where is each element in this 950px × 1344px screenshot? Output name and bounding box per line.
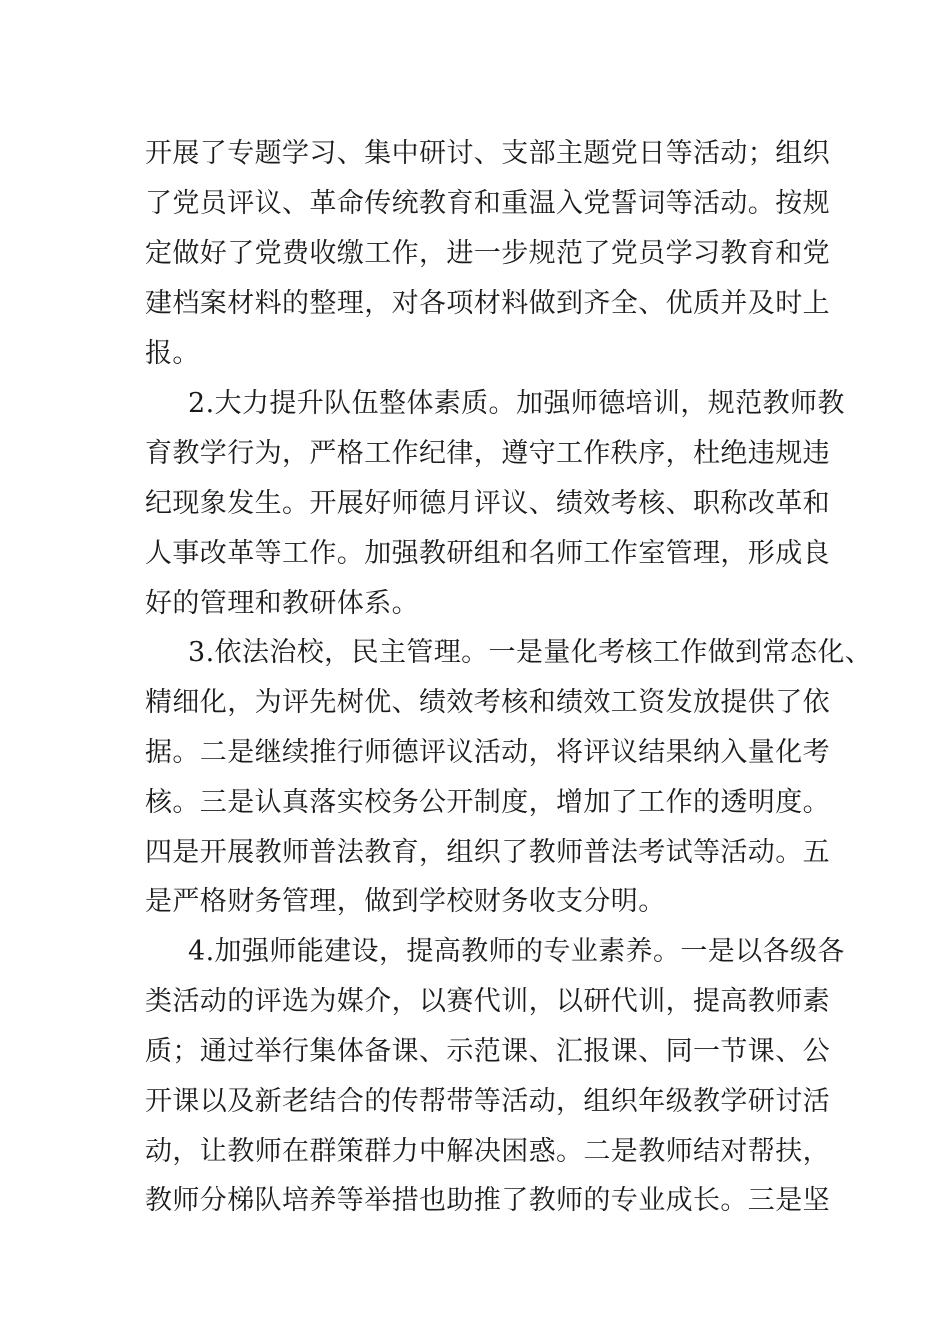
text-line: 好的管理和教研体系。 [145, 588, 419, 619]
text-line: 建档案材料的整理，对各项材料做到齐全、优质并及时上 [145, 288, 830, 319]
text-line: 了党员评议、革命传统教育和重温入党誓词等活动。按规 [145, 188, 830, 219]
text-line: 2.大力提升队伍整体素质。加强师德培训，规范教师教 [188, 388, 845, 419]
text-line: 据。二是继续推行师德评议活动，将评议结果纳入量化考 [145, 737, 830, 768]
text-line: 纪现象发生。开展好师德月评议、绩效考核、职称改革和 [145, 488, 830, 519]
text-line: 定做好了党费收缴工作，进一步规范了党员学习教育和党 [145, 238, 830, 269]
text-line: 核。三是认真落实校务公开制度，增加了工作的透明度。 [145, 787, 830, 818]
text-line: 四是开展教师普法教育，组织了教师普法考试等活动。五 [145, 837, 830, 868]
text-line: 类活动的评选为媒介，以赛代训，以研代训，提高教师素 [145, 986, 830, 1017]
text-line: 动，让教师在群策群力中解决困惑。二是教师结对帮扶， [145, 1136, 830, 1167]
text-line: 是严格财务管理，做到学校财务收支分明。 [145, 886, 666, 917]
text-line: 3.依法治校，民主管理。一是量化考核工作做到常态化、 [188, 637, 873, 668]
text-line: 开展了专题学习、集中研讨、支部主题党日等活动；组织 [145, 138, 830, 169]
text-line: 精细化，为评先树优、绩效考核和绩效工资发放提供了依 [145, 687, 830, 718]
text-line: 质；通过举行集体备课、示范课、汇报课、同一节课、公 [145, 1036, 830, 1067]
text-line: 开课以及新老结合的传帮带等活动，组织年级教学研讨活 [145, 1086, 830, 1117]
text-line: 报。 [145, 338, 200, 369]
text-line: 4.加强师能建设，提高教师的专业素养。一是以各级各 [188, 936, 845, 967]
text-line: 教师分梯队培养等举措也助推了教师的专业成长。三是坚 [145, 1185, 830, 1216]
text-line: 育教学行为，严格工作纪律，遵守工作秩序，杜绝违规违 [145, 438, 830, 469]
text-line: 人事改革等工作。加强教研组和名师工作室管理，形成良 [145, 538, 830, 569]
